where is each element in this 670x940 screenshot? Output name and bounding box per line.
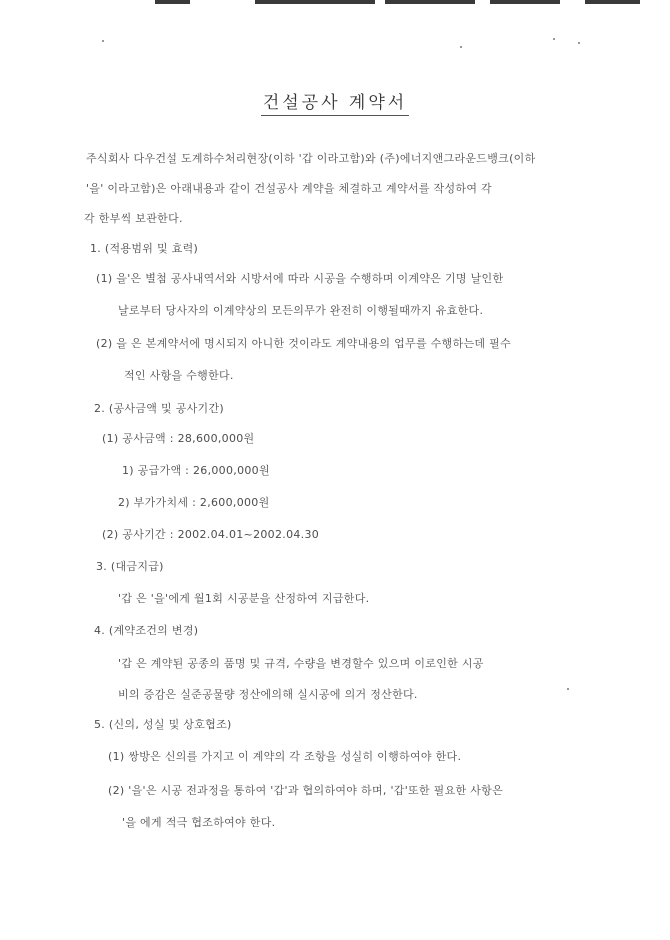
document-title: 건설공사 계약서 — [0, 88, 670, 113]
intro-line-2: '을' 이라고함)은 아래내용과 같이 건설공사 계약을 체결하고 계약서를 작성하여 각 — [86, 182, 492, 195]
section-1-para-2-line-1: (2) 을 은 본계약서에 명시되지 아니한 것이라도 계약내용의 업무를 수행하는데 필수 — [96, 337, 512, 350]
intro-line-3: 각 한부씩 보관한다. — [84, 212, 183, 225]
scan-speck — [460, 46, 462, 48]
scan-speck — [567, 688, 569, 690]
section-2-heading: 2. (공사금액 및 공사기간) — [94, 402, 225, 415]
scan-artifact-top — [0, 0, 670, 8]
intro-line-1: 주식회사 다우건설 도계하수처리현장(이하 '갑 이라고함)와 (주)에너지앤그라운드뱅크(이하 — [86, 152, 536, 165]
scan-speck — [578, 42, 580, 44]
section-4-body-line-2: 비의 증감은 실준공물량 정산에의해 실시공에 의거 정산한다. — [118, 688, 418, 701]
section-5-heading: 5. (신의, 성실 및 상호협조) — [94, 718, 232, 731]
section-1-para-2-line-2: 적인 사항을 수행한다. — [124, 369, 234, 382]
section-3-heading: 3. (대금지급) — [96, 560, 164, 573]
section-4-body-line-1: '갑 은 계약된 공종의 품명 및 규격, 수량을 변경할수 있으며 이로인한 시공 — [118, 657, 484, 670]
section-5-para-1: (1) 쌍방은 신의를 가지고 이 계약의 각 조항을 성실히 이행하여야 한다. — [108, 750, 462, 763]
construction-period: (2) 공사기간 : 2002.04.01~2002.04.30 — [102, 528, 320, 541]
section-3-body: '갑 은 '을'에게 월1회 시공분을 산정하여 지급한다. — [118, 592, 370, 605]
contract-amount: (1) 공사금액 : 28,600,000원 — [102, 432, 255, 445]
vat-amount: 2) 부가가치세 : 2,600,000원 — [118, 496, 270, 509]
section-1-para-1-line-2: 날로부터 당사자의 이계약상의 모든의무가 완전히 이행될때까지 유효한다. — [118, 304, 484, 317]
section-5-para-2-line-1: (2) '을'은 시공 전과정을 통하여 '갑'과 협의하여야 하며, '갑'또한 필요한 사항은 — [108, 784, 504, 797]
section-4-heading: 4. (계약조건의 변경) — [94, 624, 199, 637]
supply-price: 1) 공급가액 : 26,000,000원 — [122, 464, 270, 477]
scan-speck — [102, 40, 104, 42]
section-5-para-2-line-2: '을 에게 적극 협조하여야 한다. — [122, 816, 276, 829]
section-1-heading: 1. (적용범위 및 효력) — [90, 242, 199, 255]
section-1-para-1-line-1: (1) 을'은 별첨 공사내역서와 시방서에 따라 시공을 수행하며 이계약은 기명 날인한 — [96, 272, 504, 285]
scan-speck — [553, 38, 555, 40]
